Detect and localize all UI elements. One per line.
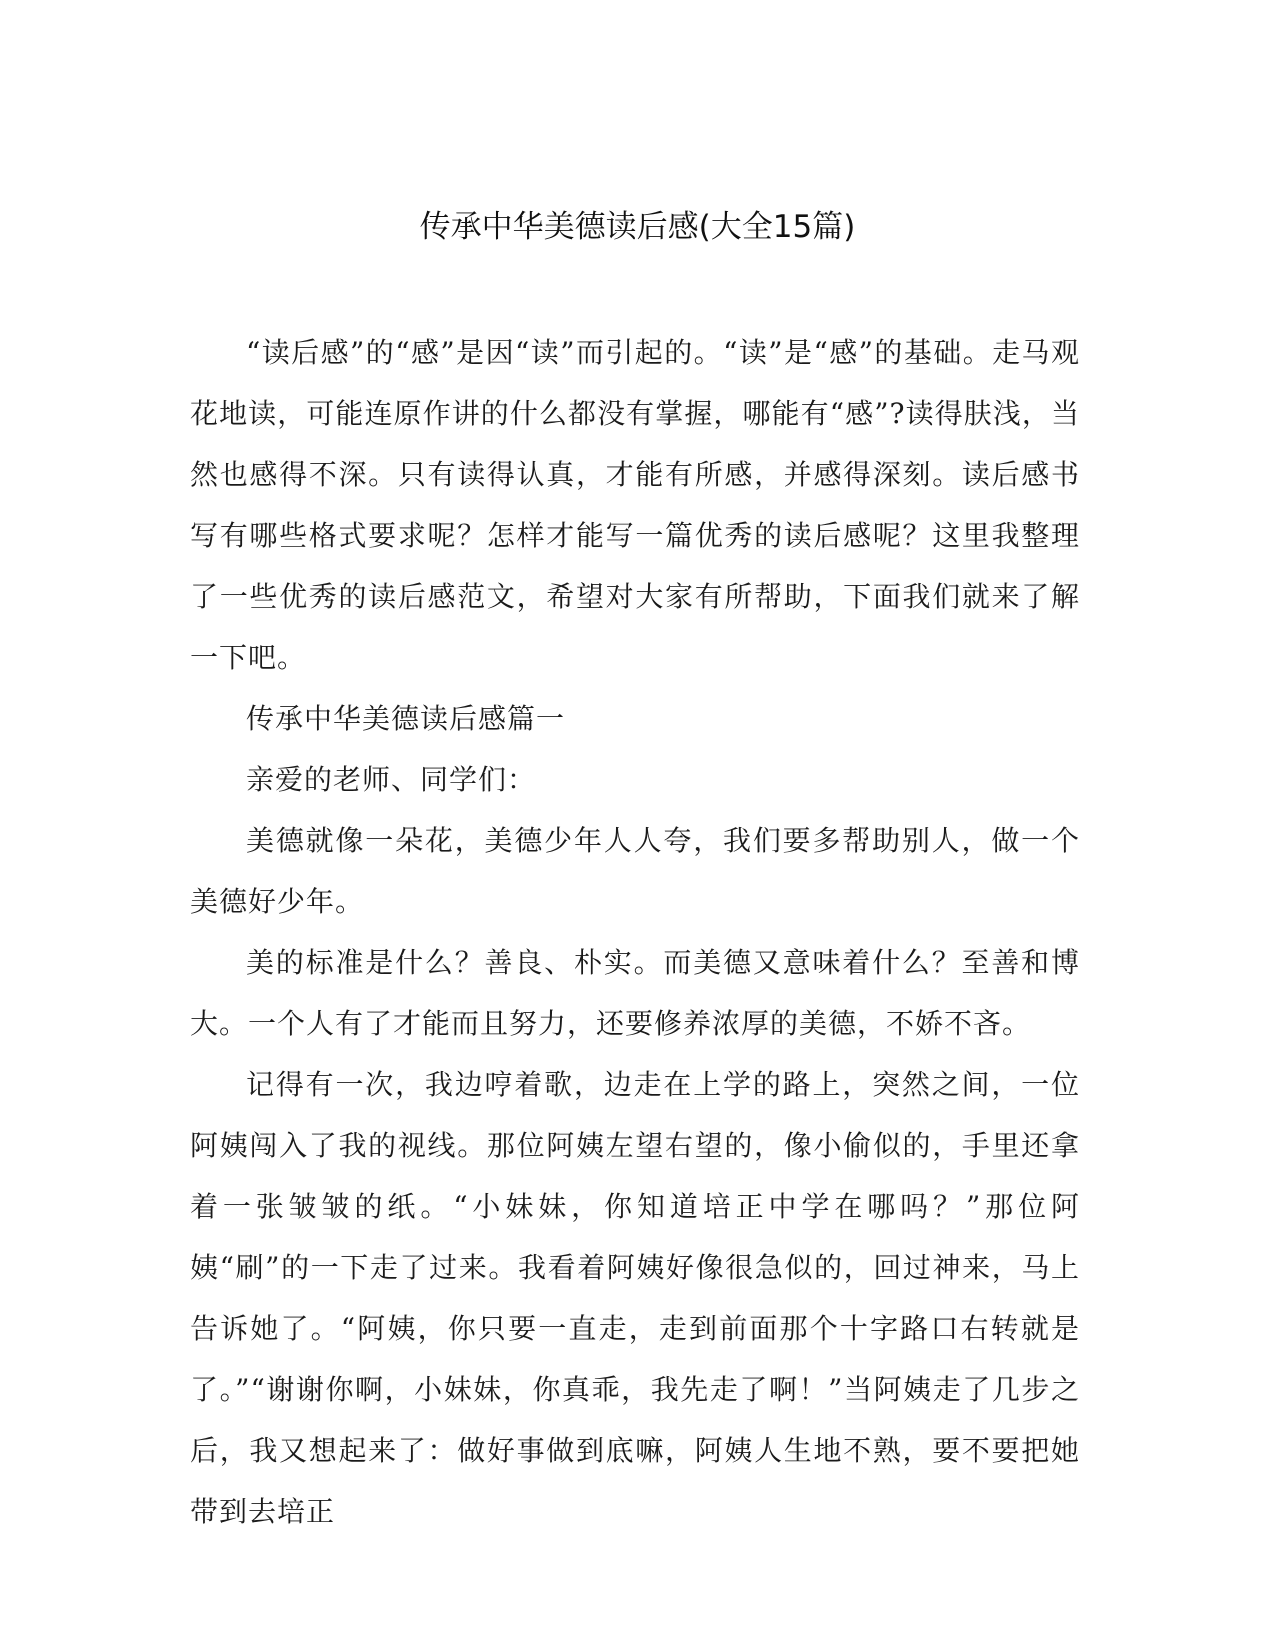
intro-paragraph: “读后感”的“感”是因“读”而引起的。“读”是“感”的基础。走马观花地读，可能连原作讲的什么都没有掌握，哪能有“感”?读得肤浅，当然也感得不深。只有读得认真，才能有所感，并感得深刻。读后感书写有哪些格式要求呢？怎样才能写一篇优秀的读后感呢？这里我整理了一些优秀的读后感范文，希望对大家有所帮助，下面我们就来了解一下吧。 — [190, 336, 1080, 674]
section-heading: 传承中华美德读后感篇一 — [246, 702, 566, 735]
body-paragraph: 记得有一次，我边哼着歌，边走在上学的路上，突然之间，一位阿姨闯入了我的视线。那位阿姨左望右望的，像小偷似的，手里还拿着一张皱皱的纸。“小妹妹，你知道培正中学在哪吗？”那位阿姨“刷”的一下走了过来。我看着阿姨好像很急似的，回过神来，马上告诉她了。“阿姨，你只要一直走，走到前面那个十字路口右转就是了。”“谢谢你啊，小妹妹，你真乖，我先走了啊！”当阿姨走了几步之后，我又想起来了：做好事做到底嘛，阿姨人生地不熟，要不要把她带到去培正 — [190, 1068, 1080, 1528]
document-title: 传承中华美德读后感(大全15篇) — [419, 209, 856, 245]
body-paragraph: 美德就像一朵花，美德少年人人夸，我们要多帮助别人，做一个美德好少年。 — [190, 824, 1080, 918]
salutation: 亲爱的老师、同学们： — [246, 763, 537, 796]
body-paragraph: 美的标准是什么？善良、朴实。而美德又意味着什么？至善和博大。一个人有了才能而且努力，还要修养浓厚的美德，不娇不吝。 — [190, 946, 1080, 1040]
document-body — [190, 322, 1080, 1542]
